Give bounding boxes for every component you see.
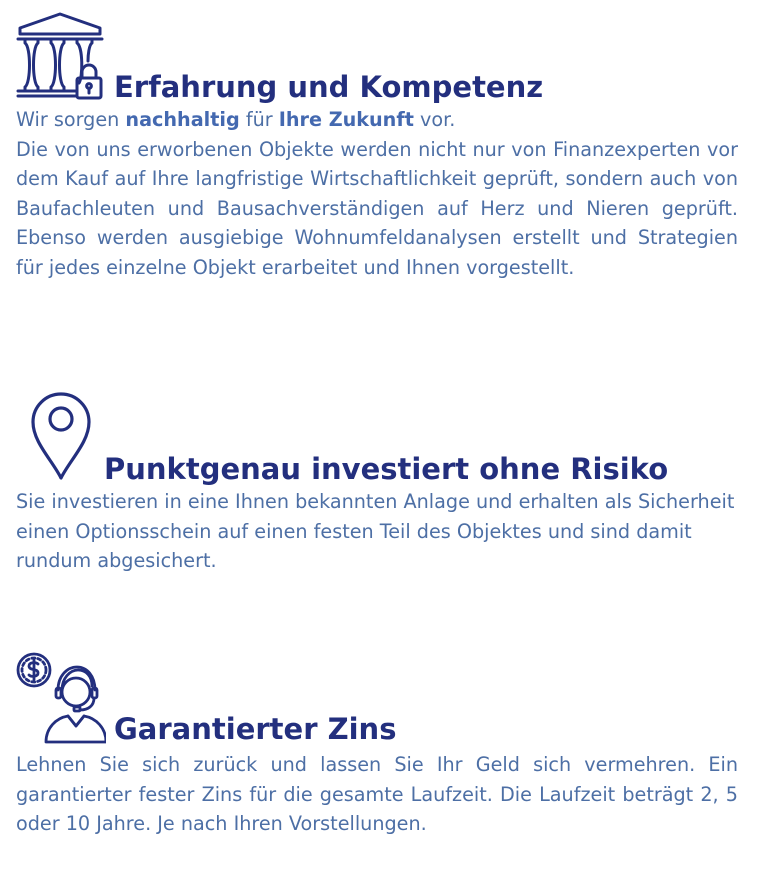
section-risk-free bbox=[16, 392, 738, 576]
bank-lock-icon bbox=[16, 12, 108, 100]
intro-text-2: für bbox=[239, 108, 279, 131]
section-guaranteed-interest-title: Garantierter Zins bbox=[114, 712, 397, 746]
intro-strong-zukunft: Ihre Zukunft bbox=[278, 108, 414, 131]
section-risk-free-title: Punktgenau investiert ohne Risiko bbox=[104, 452, 669, 486]
section-experience bbox=[16, 12, 738, 283]
section-experience-body: Die von uns erworbenen Objekte werden nicht nur von Finanzexperten vor dem Kauf auf Ihre langfristige Wirtschaftlichkeit geprüft, sondern auch von Baufachleuten und Bausachverständigen auf Herz und Nieren geprüft. Ebenso werden ausgiebige Wohnumfeldanalysen erstellt und Strategien für jedes einzelne Objekt erarbeitet und Ihnen vorgestellt. bbox=[16, 137, 738, 279]
section-experience-title: Erfahrung und Kompetenz bbox=[114, 70, 544, 104]
intro-strong-nachhaltig: nachhaltig bbox=[125, 108, 240, 131]
location-pin-icon bbox=[30, 392, 92, 482]
section-guaranteed-interest bbox=[16, 652, 738, 839]
intro-text-3: vor. bbox=[413, 108, 456, 131]
section-experience-intro bbox=[16, 105, 738, 135]
section-guaranteed-interest-body: Lehnen Sie sich zurück und lassen Sie Ihr Geld sich vermehren. Ein garantierter fester Zins für die gesamte Laufzeit. Die Laufzeit beträgt 2, 5 oder 10 Jahre. Je nach Ihren Vorstellungen. bbox=[16, 753, 738, 836]
section-risk-free-header bbox=[16, 392, 738, 487]
section-risk-free-body: Sie investieren in eine Ihnen bekannten Anlage und erhalten als Sicherheit einen Optionsschein auf einen festen Teil des Objektes und sind damit rundum abgesichert. bbox=[16, 490, 735, 573]
section-guaranteed-interest-header bbox=[16, 652, 738, 750]
advisor-dollar-icon bbox=[16, 652, 106, 744]
section-experience-header bbox=[16, 12, 738, 106]
intro-text-1: Wir sorgen bbox=[16, 108, 126, 131]
